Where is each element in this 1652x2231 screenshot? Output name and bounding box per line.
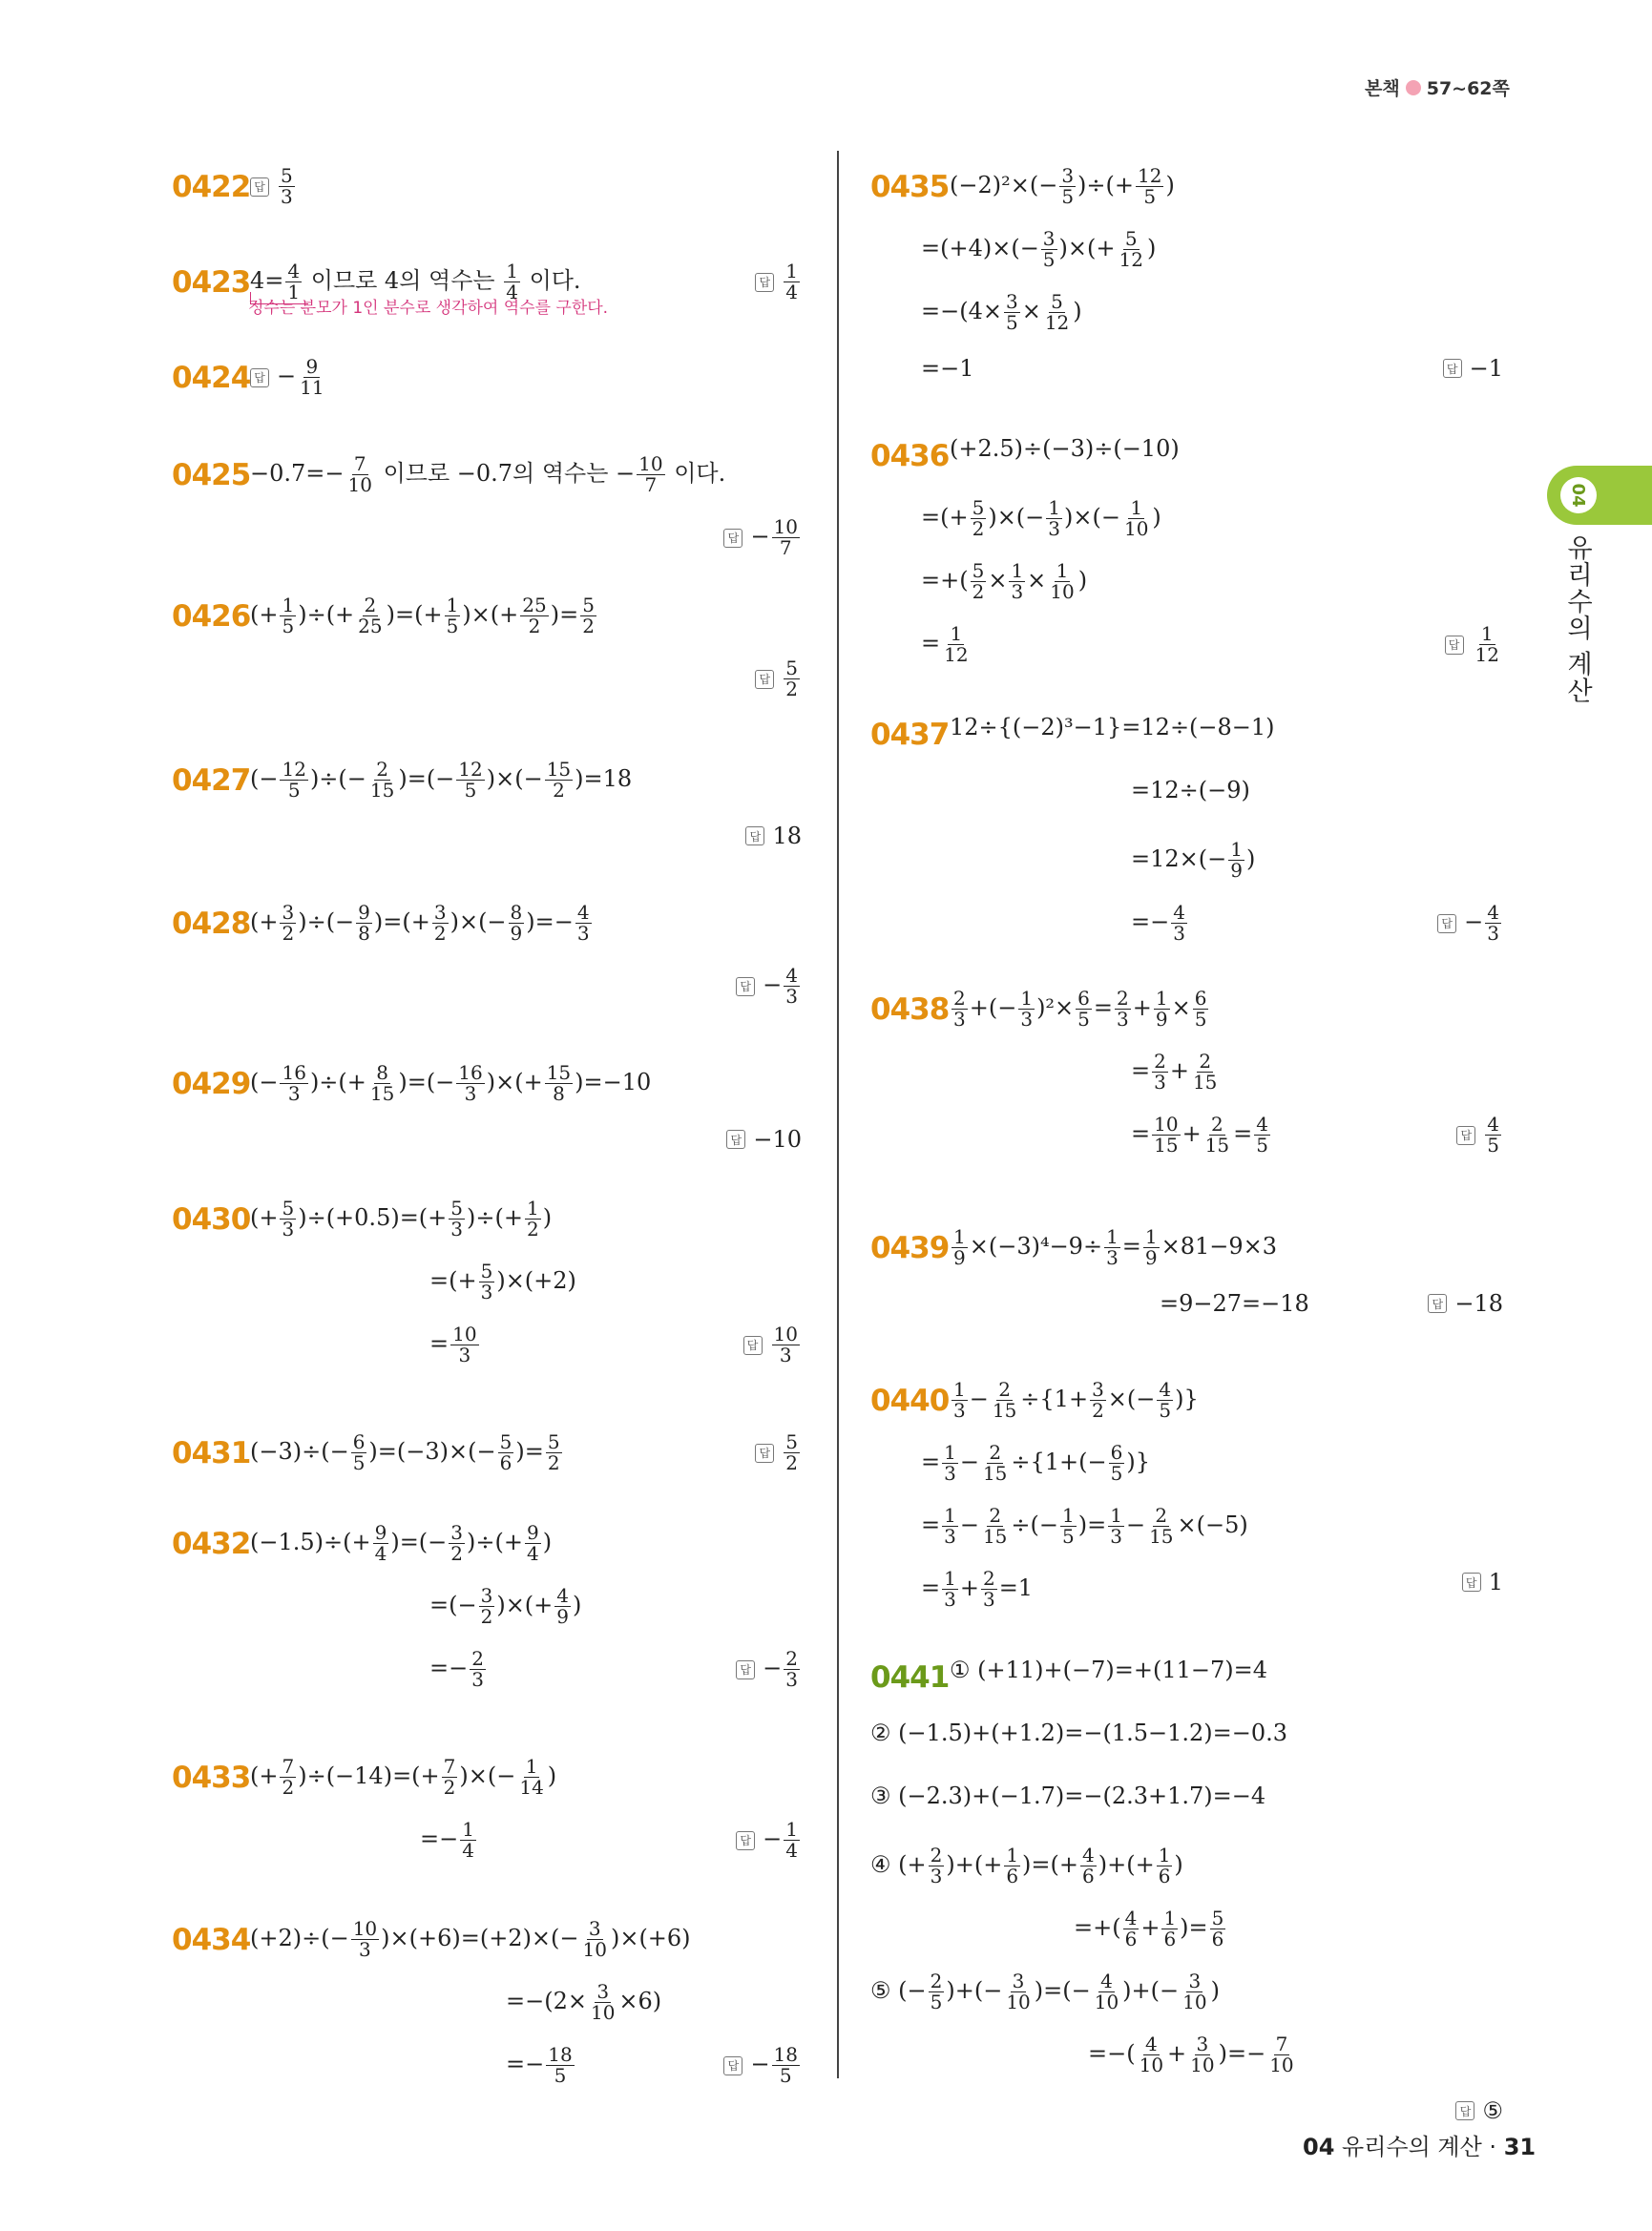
solution-line: =(− $\frac{3}{2}$ )×(+ $\frac{4}{9}$ ) — [429, 1584, 582, 1628]
answer-mark-icon: 답 — [745, 826, 764, 845]
solution-line: ① (+11)+(−7)=+(11−7)=4 — [950, 1657, 1267, 1683]
solution-line: =12÷(−9) — [1131, 777, 1250, 803]
problem-number: 0424 — [172, 361, 251, 395]
solution-line: =12×(− $\frac{1}{9}$ ) — [1131, 838, 1256, 882]
solution-line: =−(4× $\frac{3}{5}$ × $\frac{5}{12}$ ) — [921, 290, 1082, 334]
answer: 답 $\frac{1}{12}$ — [1445, 624, 1503, 665]
solution-line: (−2)²×(− $\frac{3}{5}$ )÷(+ $\frac{12}{5}$ ) — [950, 164, 1175, 208]
answer-mark-icon: 답 — [736, 1660, 755, 1679]
page-footer — [1303, 2128, 1536, 2161]
answer-mark-icon: 답 — [723, 2056, 742, 2075]
solution-line: =+( $\frac{4}{6}$ + $\frac{1}{6}$ )= $\frac{5}{6}$ — [1074, 1907, 1224, 1950]
solution-line: =+( $\frac{5}{2}$ × $\frac{1}{3}$ × $\frac{1}{10}$ ) — [921, 559, 1088, 603]
solution-line: = $\frac{10}{3}$ — [429, 1323, 477, 1366]
solution-line: $\frac{1}{3}$ − $\frac{2}{15}$ ÷{1+ $\frac{3}{2}$ ×(− $\frac{4}{5}$ )} — [953, 1378, 1199, 1422]
problem-number: 0431 — [172, 1436, 251, 1470]
answer-mark-icon: 답 — [1445, 636, 1464, 655]
answer-mark-icon: 답 — [250, 177, 269, 197]
problem-number: 0429 — [172, 1067, 251, 1101]
solution-line: = $\frac{1}{3}$ − $\frac{2}{15}$ ÷(− $\frac{1}{5}$ )= $\frac{1}{3}$ − $\frac{2}{15}$ ×(−5) — [921, 1504, 1248, 1548]
problem-number: 0427 — [172, 763, 251, 798]
solution-line: 4= $\frac{4}{1}$ 이므로 4의 역수는 $\frac{1}{4}$ 이다. — [250, 260, 581, 303]
header-dot-icon — [1406, 80, 1421, 95]
answer-mark-icon: 답 — [726, 1130, 745, 1149]
problem-number: 0434 — [172, 1923, 251, 1957]
solution-line: (− $\frac{16}{3}$ )÷(+ $\frac{8}{15}$ )=(− $\frac{16}{3}$ )×(+ $\frac{15}{8}$ )=−10 — [250, 1061, 652, 1105]
footer-page: 31 — [1503, 2134, 1537, 2160]
problem-number: 0438 — [870, 992, 950, 1027]
solution-line: =− $\frac{4}{3}$ — [1131, 901, 1185, 945]
solution-line: (− $\frac{12}{5}$ )÷(− $\frac{2}{15}$ )=(− $\frac{12}{5}$ )×(− $\frac{15}{2}$ )=18 — [250, 758, 633, 802]
answer: 답 $\frac{5}{2}$ — [755, 658, 802, 699]
solution-line: =− $\frac{1}{4}$ — [420, 1818, 474, 1862]
solution-line: = $\frac{1}{12}$ — [921, 622, 969, 666]
solution-line: (+ $\frac{7}{2}$ )÷(−14)=(+ $\frac{7}{2}$ )×(− $\frac{1}{14}$ ) — [250, 1755, 557, 1799]
problem-number: 0437 — [870, 718, 950, 752]
answer: 답 − $\frac{2}{3}$ — [736, 1649, 802, 1690]
answer-mark-icon: 답 — [1428, 1294, 1447, 1313]
solution-line: ⑤ (− $\frac{2}{5}$ )+(− $\frac{3}{10}$ )=(− $\frac{4}{10}$ )+(− $\frac{3}{10}$ ) — [870, 1970, 1220, 2013]
solution-line: =− $\frac{18}{5}$ — [506, 2043, 573, 2087]
problem-number: 0425 — [172, 458, 251, 492]
problem-number: 0423 — [172, 265, 251, 300]
answer: 답 18 — [745, 823, 802, 849]
answer: 답 −18 — [1428, 1290, 1503, 1317]
answer-mark-icon: 답 — [250, 368, 269, 387]
answer: 답 −10 — [726, 1126, 802, 1153]
chapter-tab-number: 04 — [1560, 477, 1597, 513]
solution-line: =−(2× $\frac{3}{10}$ ×6) — [506, 1980, 662, 2024]
solution-line: =(+4)×(− $\frac{3}{5}$ )×(+ $\frac{5}{12}$ ) — [921, 227, 1157, 271]
footer-sep: · — [1489, 2134, 1497, 2160]
problem-number: 0436 — [870, 439, 950, 473]
answer-mark-icon: 답 — [1456, 1126, 1475, 1145]
solution-line: (−3)÷(− $\frac{6}{5}$ )=(−3)×(− $\frac{5}{6}$ )= $\frac{5}{2}$ — [250, 1430, 560, 1474]
solution-line: =− $\frac{2}{3}$ — [429, 1647, 484, 1691]
answer-mark-icon: 답 — [755, 1444, 774, 1463]
answer: 답 $\frac{5}{3}$ — [250, 166, 297, 207]
answer-mark-icon: 답 — [755, 670, 774, 689]
solution-line: (+2)÷(− $\frac{10}{3}$ )×(+6)=(+2)×(− $\frac{3}{10}$ )×(+6) — [250, 1917, 691, 1961]
answer-mark-icon: 답 — [723, 529, 742, 548]
header-book: 본책 — [1365, 78, 1400, 99]
problem-number: 0430 — [172, 1202, 251, 1237]
problem-number: 0440 — [870, 1384, 950, 1418]
answer: 답 $\frac{4}{5}$ — [1456, 1115, 1503, 1156]
solution-line: =−( $\frac{4}{10}$ + $\frac{3}{10}$ )=− $\frac{7}{10}$ — [1088, 2033, 1294, 2076]
answer: 답 − $\frac{18}{5}$ — [723, 2045, 802, 2086]
answer-mark-icon: 답 — [755, 273, 774, 292]
answer: 답 − $\frac{4}{3}$ — [736, 966, 802, 1007]
solution-line: (+ $\frac{5}{3}$ )÷(+0.5)=(+ $\frac{5}{3}$ )÷(+ $\frac{1}{2}$ ) — [250, 1197, 553, 1241]
answer-mark-icon: 답 — [1455, 2101, 1474, 2120]
solution-line: = $\frac{2}{3}$ + $\frac{2}{15}$ — [1131, 1050, 1218, 1094]
chapter-tab-title: 유리수의 계산 — [1562, 534, 1592, 704]
answer: 답 $\frac{10}{3}$ — [743, 1324, 802, 1366]
solution-line: $\frac{1}{9}$ ×(−3)⁴−9÷ $\frac{1}{3}$ = $\frac{1}{9}$ ×81−9×3 — [953, 1225, 1278, 1269]
column-divider — [837, 151, 839, 2078]
problem-number: 0433 — [172, 1761, 251, 1795]
solution-line: $\frac{2}{3}$ +(− $\frac{1}{3}$ )²× $\frac{6}{5}$ = $\frac{2}{3}$ + $\frac{1}{9}$ × $\frac{6}{5}$ — [953, 987, 1207, 1031]
answer-mark-icon: 답 — [736, 1831, 755, 1850]
note-text: 정수는 분모가 1인 분수로 생각하여 역수를 구한다. — [248, 299, 609, 318]
solution-line: (−1.5)÷(+ $\frac{9}{4}$ )=(− $\frac{3}{2}$ )÷(+ $\frac{9}{4}$ ) — [250, 1521, 553, 1565]
problem-number: 0439 — [870, 1231, 950, 1265]
answer-mark-icon: 답 — [1443, 359, 1462, 378]
footer-chapter: 04 — [1303, 2134, 1335, 2160]
answer: 답 − $\frac{4}{3}$ — [1437, 903, 1503, 944]
answer: 답 − $\frac{10}{7}$ — [723, 517, 802, 558]
problem-number: 0435 — [870, 170, 950, 204]
solution-line: (+ $\frac{3}{2}$ )÷(− $\frac{9}{8}$ )=(+ $\frac{3}{2}$ )×(− $\frac{8}{9}$ )=− $\frac{4}{3}$ — [250, 901, 590, 945]
solution-line: = $\frac{1}{3}$ + $\frac{2}{3}$ =1 — [921, 1567, 1034, 1611]
answer-mark-icon: 답 — [1462, 1573, 1481, 1592]
solution-line: =9−27=−18 — [1160, 1290, 1309, 1317]
problem-number: 0441 — [870, 1660, 950, 1695]
solution-line: =(+ $\frac{5}{3}$ )×(+2) — [429, 1260, 576, 1303]
answer: 답 ⑤ — [1455, 2097, 1503, 2124]
page-header — [1365, 74, 1510, 100]
answer-mark-icon: 답 — [743, 1336, 763, 1355]
solution-line: (+ $\frac{1}{5}$ )÷(+ $\frac{2}{25}$ )=(+ $\frac{1}{5}$ )×(+ $\frac{25}{2}$ )= $\frac{5}{2}$ — [250, 594, 595, 637]
solution-line: = $\frac{1}{3}$ − $\frac{2}{15}$ ÷{1+(− $\frac{6}{5}$ )} — [921, 1441, 1151, 1485]
answer: 답 $\frac{5}{2}$ — [755, 1432, 802, 1473]
header-pages: 57~62쪽 — [1426, 78, 1510, 99]
solution-line: =−1 — [921, 355, 974, 382]
answer: 답 −1 — [1443, 355, 1503, 382]
answer: 답 − $\frac{9}{11}$ — [250, 357, 328, 398]
solution-line: = $\frac{10}{15}$ + $\frac{2}{15}$ = $\frac{4}{5}$ — [1131, 1113, 1268, 1157]
answer-mark-icon: 답 — [1437, 914, 1456, 933]
problem-number: 0422 — [172, 170, 251, 204]
solution-line: (+2.5)÷(−3)÷(−10) — [950, 435, 1180, 462]
solution-line: ② (−1.5)+(+1.2)=−(1.5−1.2)=−0.3 — [870, 1720, 1288, 1746]
problem-number: 0426 — [172, 599, 251, 634]
footer-title: 유리수의 계산 — [1342, 2134, 1482, 2160]
solution-line: ③ (−2.3)+(−1.7)=−(2.3+1.7)=−4 — [870, 1783, 1266, 1809]
solution-line: −0.7=− $\frac{7}{10}$ 이므로 −0.7의 역수는 − $\frac{10}{7}$ 이다. — [250, 452, 726, 496]
solution-line: =(+ $\frac{5}{2}$ )×(− $\frac{1}{3}$ )×(− $\frac{1}{10}$ ) — [921, 496, 1161, 540]
problem-number: 0432 — [172, 1527, 251, 1561]
solution-line: ④ (+ $\frac{2}{3}$ )+(+ $\frac{1}{6}$ )=(+ $\frac{4}{6}$ )+(+ $\frac{1}{6}$ ) — [870, 1844, 1183, 1887]
problem-number: 0428 — [172, 907, 251, 941]
solution-line: 12÷{(−2)³−1}=12÷(−8−1) — [950, 714, 1275, 740]
answer-mark-icon: 답 — [736, 977, 755, 996]
chapter-tab[interactable] — [1547, 466, 1652, 525]
answer: 답 − $\frac{1}{4}$ — [736, 1820, 802, 1861]
answer: 답 $\frac{1}{4}$ — [755, 261, 802, 302]
answer: 답 1 — [1462, 1569, 1503, 1595]
